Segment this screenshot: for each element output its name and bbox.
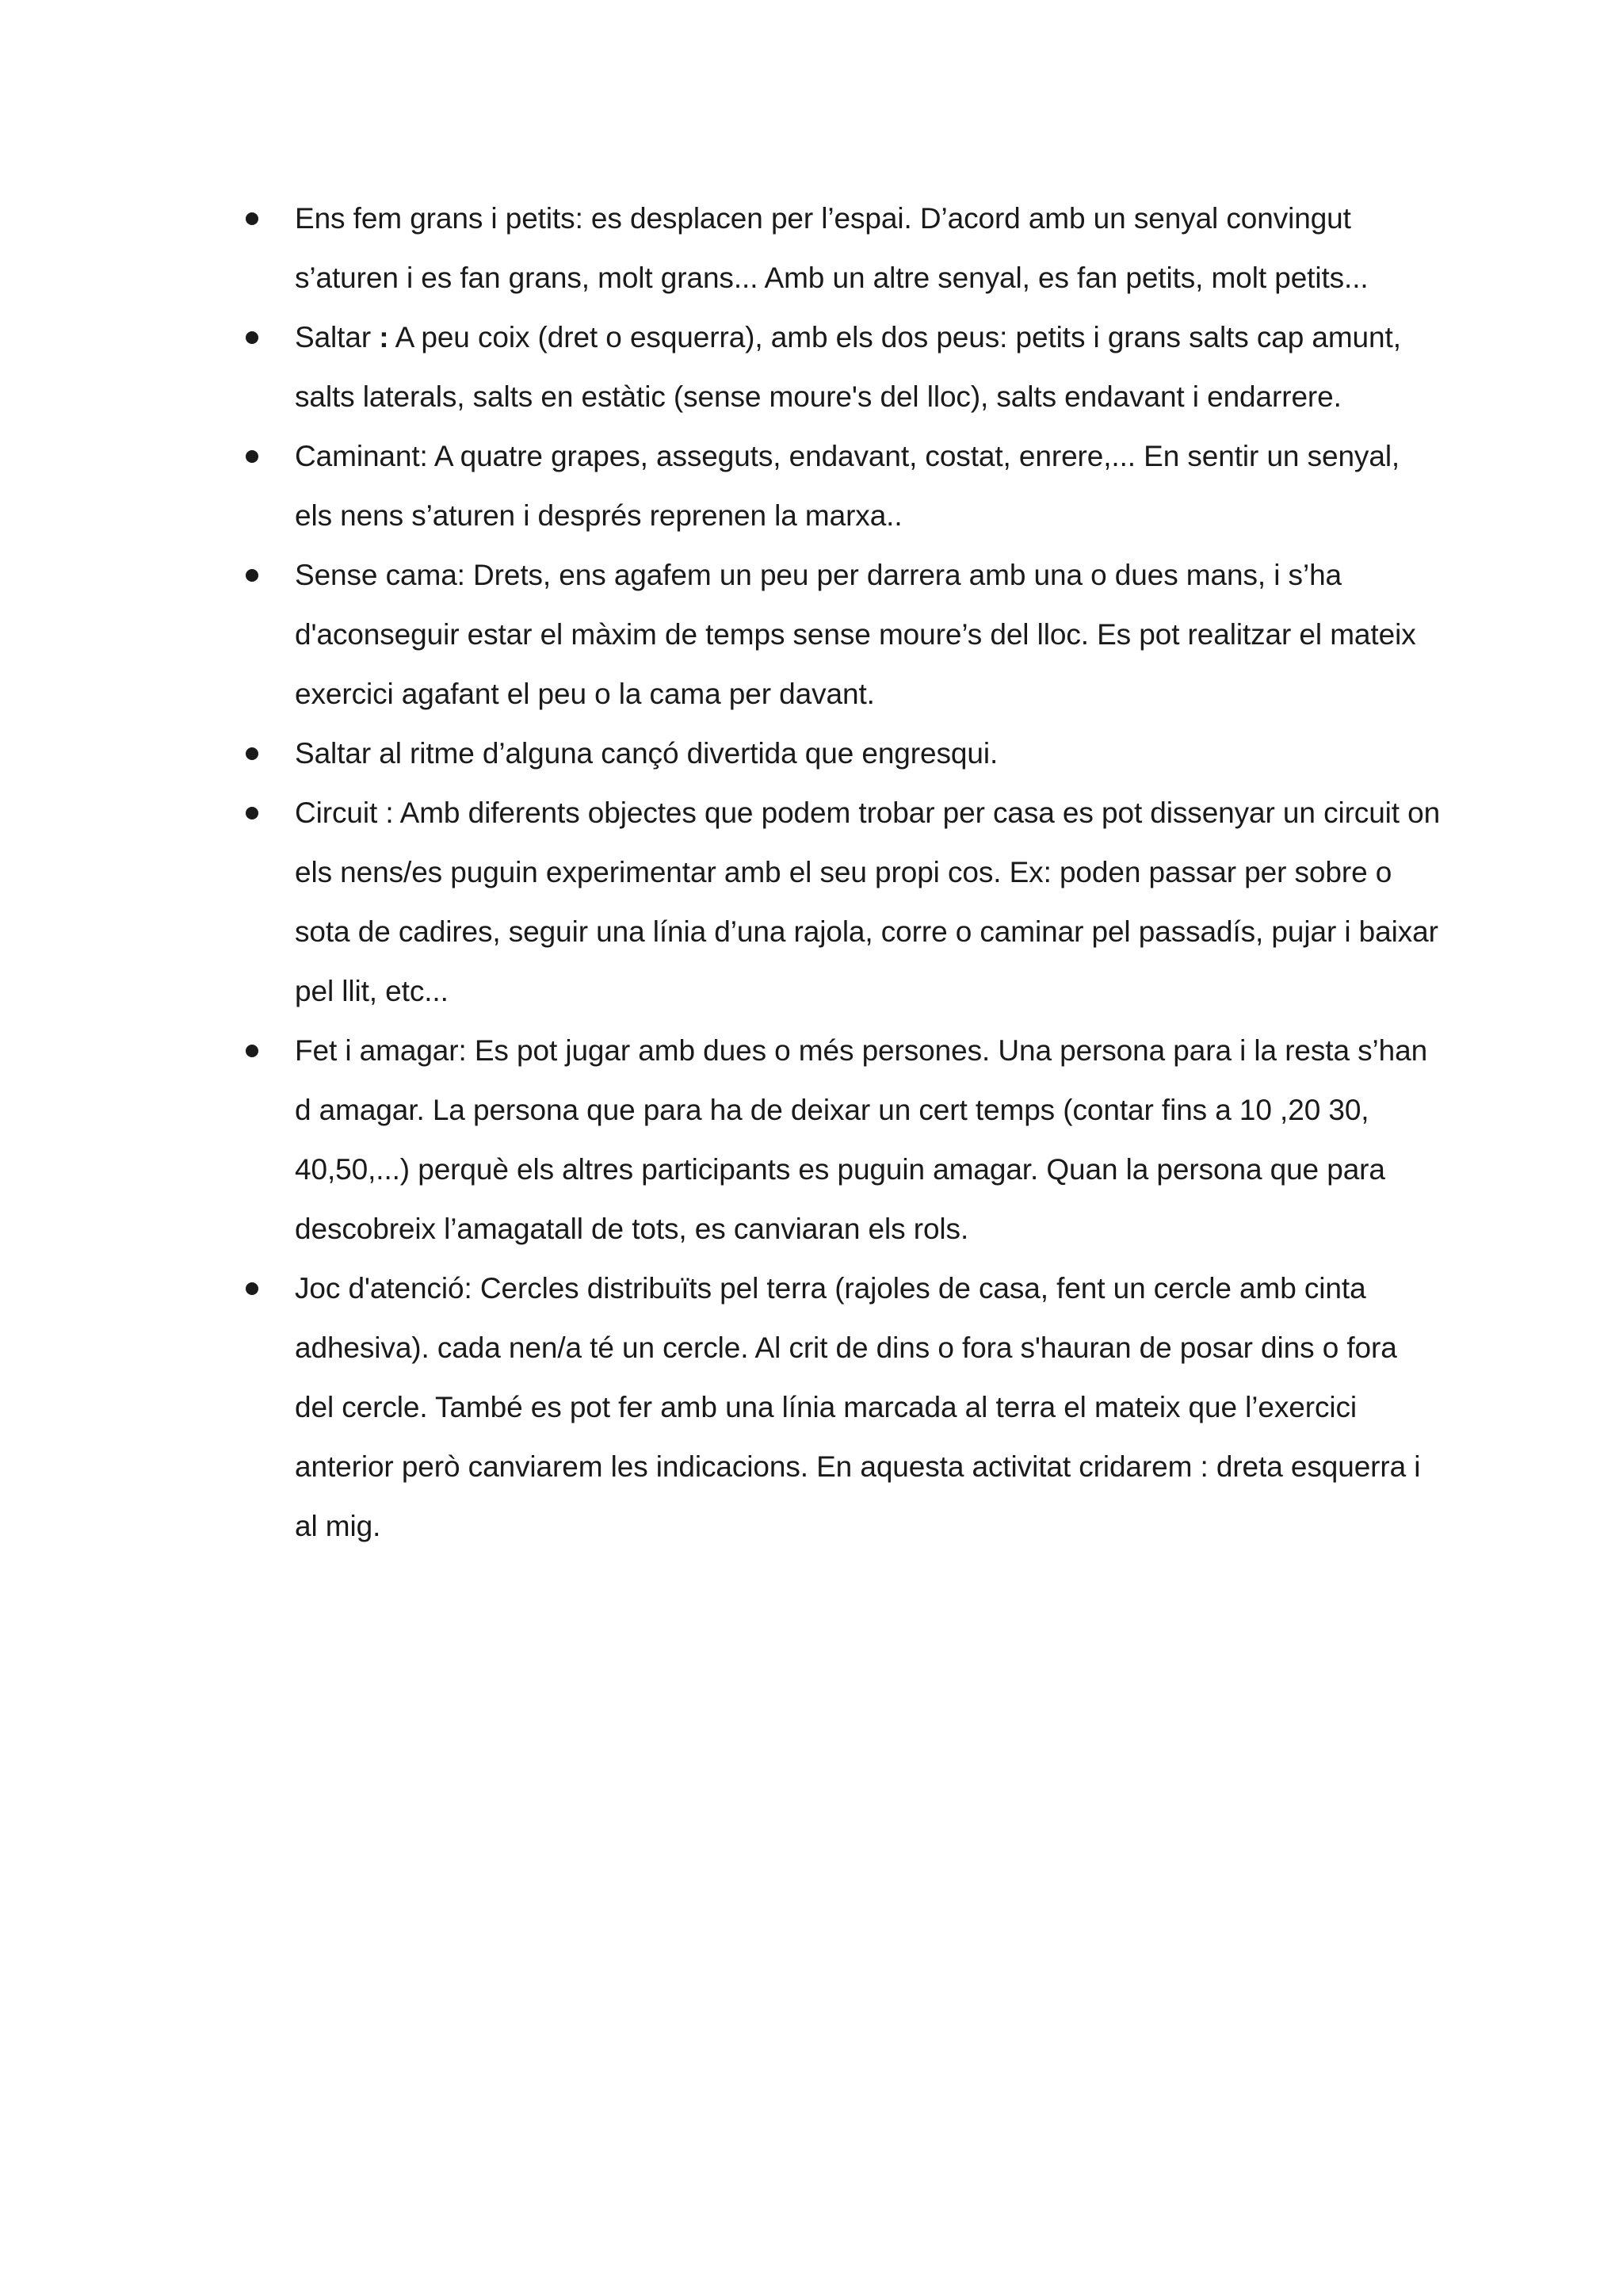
list-item-text: Caminant: A quatre grapes, asseguts, endavant, costat, enrere,... En sentir un senyal, els nens s’aturen i després reprenen la marxa.. bbox=[295, 440, 1400, 532]
bullet-icon bbox=[246, 1282, 258, 1295]
list-item-text: Fet i amagar: Es pot jugar amb dues o més persones. Una persona para i la resta s’han d amagar. La persona que para ha de deixar un cert temps (contar fins a 10 ,20 30, 40,50,...) perquè els altres participants es puguin amagar. Quan la persona que para descobreix l’amagatall de tots, es canviaran els rols. bbox=[295, 1034, 1428, 1245]
list-item-text: Sense cama: Drets, ens agafem un peu per darrera amb una o dues mans, i s’ha d'aconseguir estar el màxim de temps sense moure’s del lloc. Es pot realitzar el mateix exercici agafant el peu o la cama per davant. bbox=[295, 559, 1416, 710]
list-item bbox=[238, 724, 1442, 783]
list-item-text: Circuit : Amb diferents objectes que podem trobar per casa es pot dissenyar un circuit on els nens/es puguin experimentar amb el seu propi cos. Ex: poden passar per sobre o sota de cadires, seguir una línia d’una rajola, corre o caminar pel passadís, pujar i baixar pel llit, etc... bbox=[295, 797, 1441, 1007]
list-item-text: Ens fem grans i petits: es desplacen per l’espai. D’acord amb un senyal convingut s’aturen i es fan grans, molt grans... Amb un altre senyal, es fan petits, molt petits... bbox=[295, 202, 1369, 294]
bullet-icon bbox=[246, 807, 258, 819]
bullet-icon bbox=[246, 569, 258, 582]
bullet-icon bbox=[246, 1045, 258, 1057]
list-item-lead: Saltar bbox=[295, 321, 380, 353]
activity-list bbox=[238, 189, 1442, 1556]
list-item bbox=[238, 1021, 1442, 1259]
list-item-text: Saltar al ritme d’alguna cançó divertida que engresqui. bbox=[295, 737, 999, 770]
bullet-icon bbox=[246, 331, 258, 344]
list-item bbox=[238, 545, 1442, 724]
list-item-text: Joc d'atenció: Cercles distribuïts pel terra (rajoles de casa, fent un cercle amb cinta adhesiva). cada nen/a té un cercle. Al crit de dins o fora s'hauran de posar dins o fora del cercle. També es pot fer amb una línia marcada al terra el mateix que l’exercici anterior però canviarem les indicacions. En aquesta activitat cridarem : dreta esquerra i al mig. bbox=[295, 1272, 1421, 1542]
list-item bbox=[238, 783, 1442, 1021]
list-item bbox=[238, 1259, 1442, 1556]
bullet-icon bbox=[246, 450, 258, 463]
list-item-rest: A peu coix (dret o esquerra), amb els dos peus: petits i grans salts cap amunt, salts laterals, salts en estàtic (sense moure's del lloc), salts endavant i endarrere. bbox=[295, 321, 1401, 413]
list-item bbox=[238, 189, 1442, 308]
bullet-icon bbox=[246, 747, 258, 760]
list-item bbox=[238, 426, 1442, 545]
list-item bbox=[238, 308, 1442, 426]
bullet-icon bbox=[246, 212, 258, 225]
list-item-text bbox=[295, 321, 1401, 413]
list-item-strong: : bbox=[379, 321, 389, 353]
